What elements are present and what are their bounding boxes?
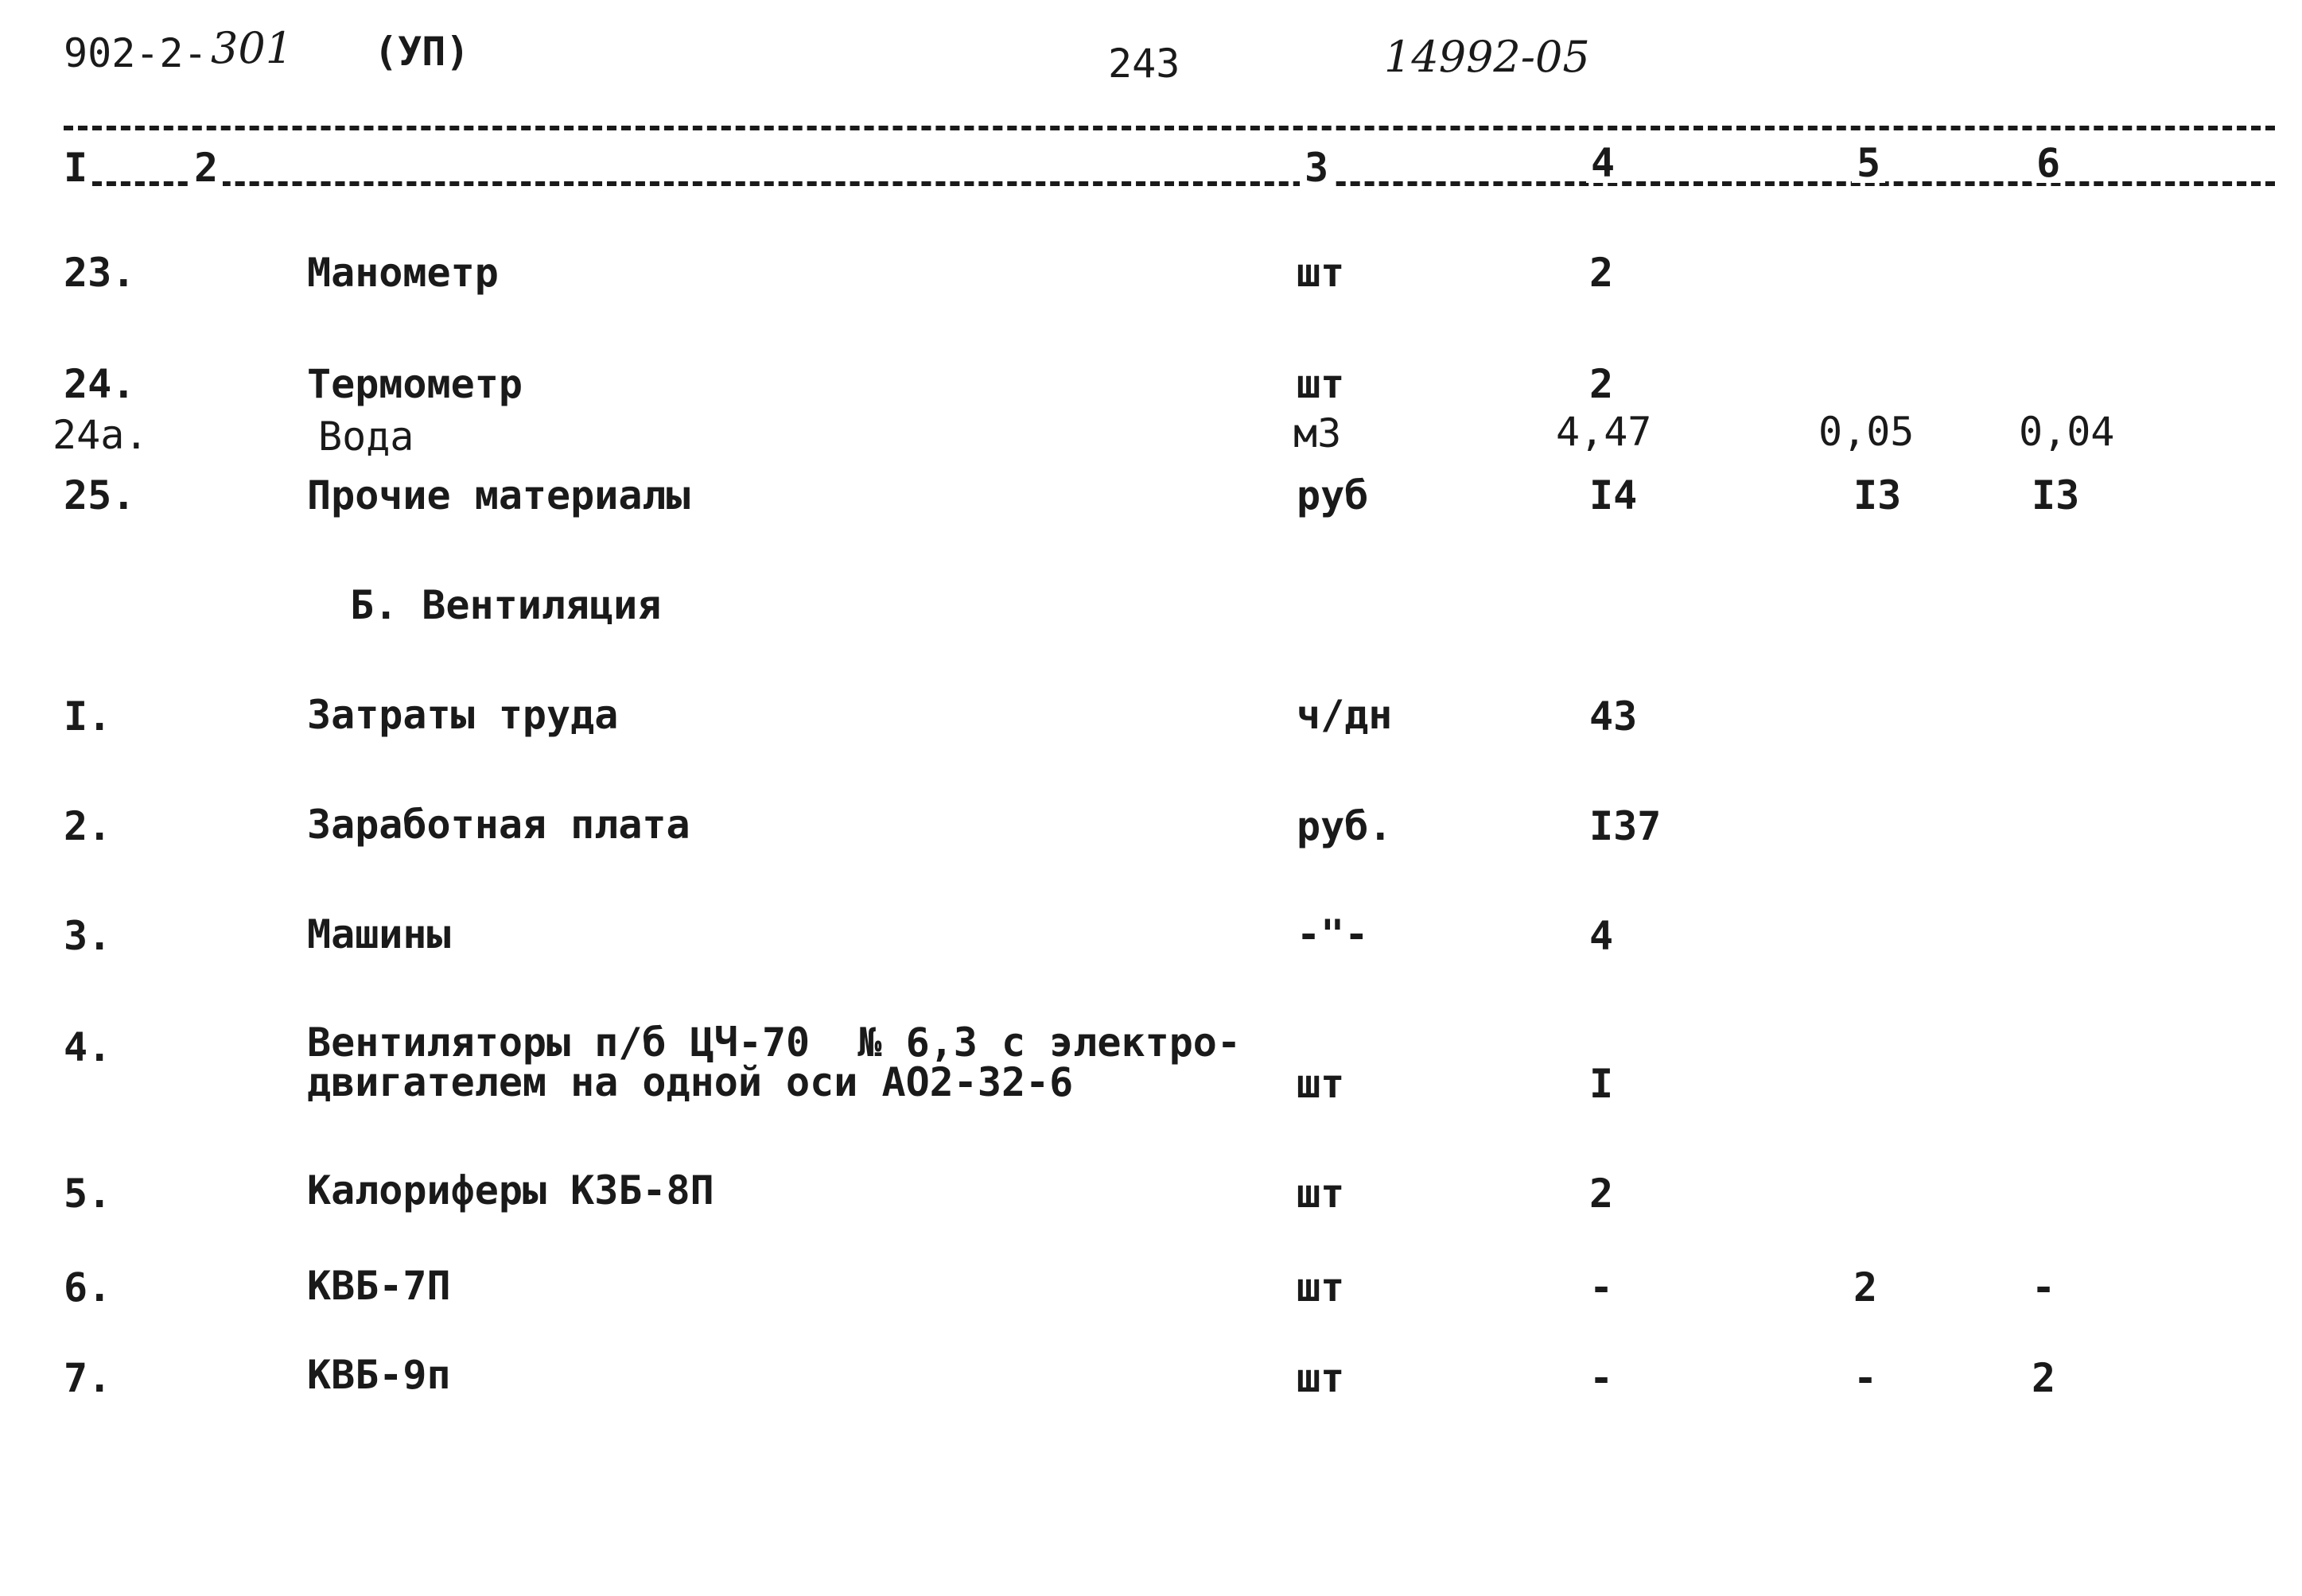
row-number: 7. [64,1355,112,1401]
row-unit: шт [1297,1171,1345,1217]
row-unit: м3 [1293,410,1342,456]
section-title: Б. Вентиляция [350,582,662,628]
row-unit: -"- [1297,911,1369,957]
inventory-number: 14992-05 [1384,32,1590,82]
row-name: Вода [318,414,414,460]
row-col4: 4 [1589,913,1614,959]
top-dashed-rule [64,126,2275,130]
row-number: I. [64,693,112,740]
row-col5: 2 [1853,1264,1878,1311]
row-col4: 2 [1589,250,1614,296]
row-col6: 0,04 [2019,409,2115,455]
row-col4: - [1589,1264,1614,1311]
header-dashed-rule [64,181,2275,186]
row-col6: I3 [2032,472,2080,518]
row-name: Манометр [307,250,499,296]
row-unit: шт [1297,1264,1345,1311]
row-number: 3. [64,913,112,959]
doc-code-prefix: 902-2- [64,30,208,76]
page-number: 243 [1108,41,1180,87]
row-unit: ч/дн [1297,692,1393,738]
row-col5: 0,05 [1818,409,1915,455]
row-col4: 2 [1589,361,1614,407]
row-unit: шт [1297,1355,1345,1401]
row-number: 23. [64,250,136,296]
row-number: 6. [64,1264,112,1311]
doc-code-handwritten: 301 [211,23,294,73]
row-col4: - [1589,1355,1614,1401]
row-number: 5. [64,1171,112,1217]
row-col4: 4,47 [1556,409,1652,455]
row-col5: - [1853,1355,1878,1401]
column-header-2: 2 [189,148,223,188]
row-name: КВБ-7П [307,1263,451,1309]
column-header-5: 5 [1852,143,1885,183]
section-mark: (УП) [374,29,470,75]
row-col4: I4 [1589,472,1638,518]
row-name: Калориферы КЗБ-8П [307,1167,714,1214]
column-header-1: I [59,148,92,188]
row-col4: I37 [1589,803,1662,849]
row-number: 2. [64,803,112,849]
row-number: 4. [64,1024,112,1070]
row-unit: руб [1297,472,1369,518]
column-header-3: 3 [1300,148,1333,188]
column-header-4: 4 [1586,143,1620,183]
row-col4: I [1589,1061,1614,1107]
row-col6: - [2032,1264,2056,1311]
row-name: Затраты труда [307,692,619,738]
row-col5: I3 [1853,472,1902,518]
row-name: КВБ-9п [307,1352,451,1398]
row-name-line-2: двигателем на одной оси АО2-32-6 [307,1059,1074,1105]
row-unit: шт [1297,361,1345,407]
row-name: Машины [307,911,451,957]
row-number: 24. [64,361,136,407]
row-name-line-1: Вентиляторы п/б ЦЧ-70 № 6,3 с электро- [307,1019,1241,1066]
row-number: 24а. [52,412,149,458]
row-col4: 43 [1589,693,1638,740]
row-name: Заработная плата [307,802,690,848]
row-col6: 2 [2032,1355,2056,1401]
row-col4: 2 [1589,1171,1614,1217]
row-name: Термометр [307,361,523,407]
row-name: Прочие материалы [307,472,690,518]
row-number: 25. [64,472,136,518]
row-unit: руб. [1297,803,1393,849]
row-unit: шт [1297,1061,1345,1107]
column-header-6: 6 [2032,143,2065,183]
row-unit: шт [1297,250,1345,296]
